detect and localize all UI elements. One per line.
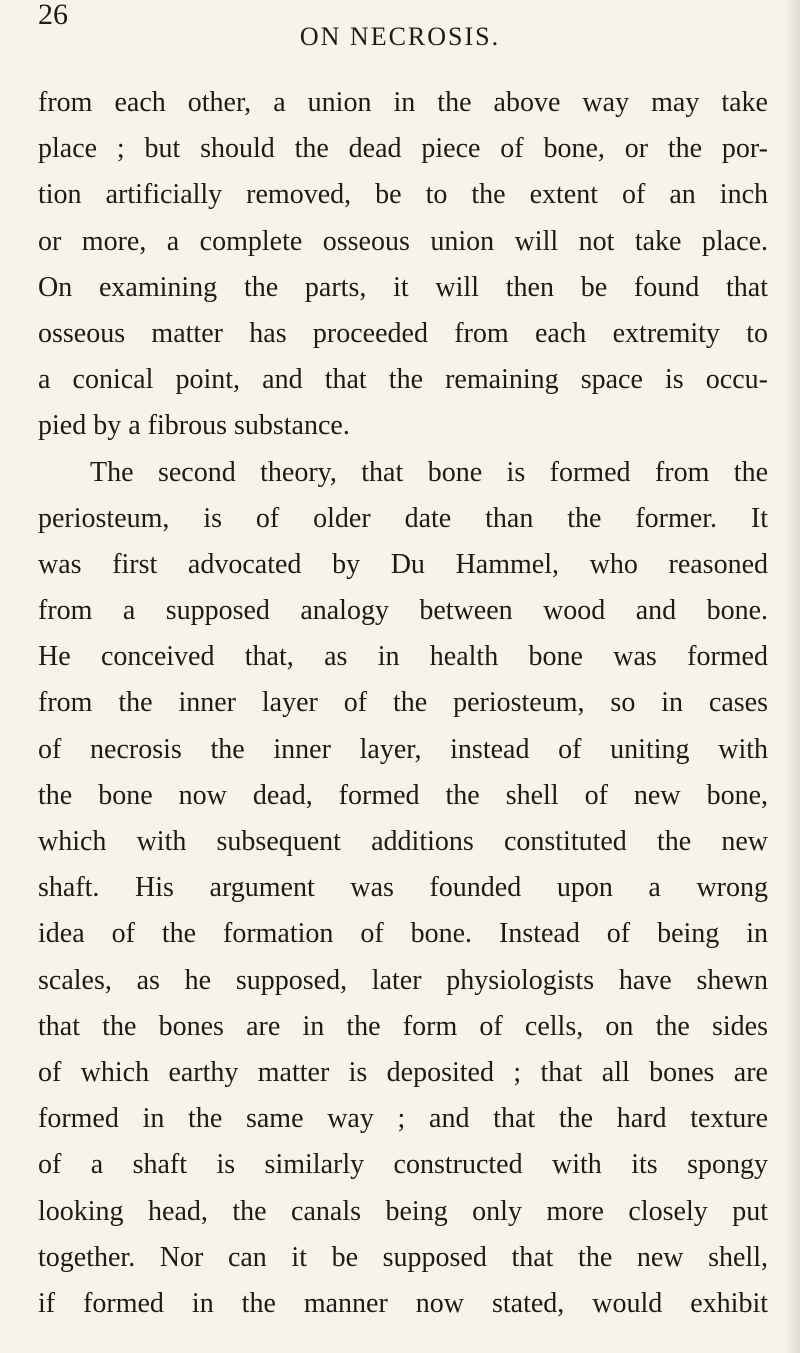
text-line: which with subsequent additions constituted the new <box>38 826 768 857</box>
text-line: or more, a complete osseous union will not take place. <box>38 225 768 257</box>
text-line: tion artificially removed, be to the extent of an inch <box>38 179 768 211</box>
text-line: periosteum, is of older date than the former. It <box>38 502 768 534</box>
page-edge-shadow <box>786 0 800 1353</box>
text-line: from the inner layer of the periosteum, so in cases <box>38 687 768 719</box>
body-text <box>38 80 768 1327</box>
text-line: idea of the formation of bone. Instead of being in <box>38 918 768 950</box>
text-line: On examining the parts, it will then be found that <box>38 271 768 303</box>
text-line: a conical point, and that the remaining space is occu- <box>38 364 768 396</box>
text-line: together. Nor can it be supposed that the new shell, <box>38 1241 768 1273</box>
text-line: was first advocated by Du Hammel, who reasoned <box>38 548 768 580</box>
text-line: scales, as he supposed, later physiologists have shewn <box>38 964 768 996</box>
text-line: place ; but should the dead piece of bone, or the por- <box>38 133 768 165</box>
text-line: pied by a fibrous substance. <box>38 410 350 442</box>
running-title: ON NECROSIS. <box>299 22 501 51</box>
text-line: He conceived that, as in health bone was formed <box>38 641 768 673</box>
text-line: formed in the same way ; and that the hard texture <box>38 1103 768 1135</box>
text-line: of necrosis the inner layer, instead of uniting with <box>38 733 768 765</box>
text-line: of which earthy matter is deposited ; that all bones are <box>38 1056 768 1088</box>
text-line: if formed in the manner now stated, would exhibit <box>38 1287 768 1319</box>
text-line: from a supposed analogy between wood and bone. <box>38 595 768 627</box>
text-line: osseous matter has proceeded from each extremity to <box>38 317 768 349</box>
text-line: looking head, the canals being only more closely put <box>38 1195 768 1227</box>
text-line: from each other, a union in the above way may take <box>38 87 768 118</box>
text-line: that the bones are in the form of cells, on the sides <box>38 1010 768 1042</box>
text-line: shaft. His argument was founded upon a wrong <box>38 872 768 904</box>
text-line: The second theory, that bone is formed from the <box>90 456 768 488</box>
page-number: 26 <box>38 0 68 31</box>
text-line: of a shaft is similarly constructed with its spongy <box>38 1149 768 1181</box>
text-line: the bone now dead, formed the shell of new bone, <box>38 779 768 811</box>
